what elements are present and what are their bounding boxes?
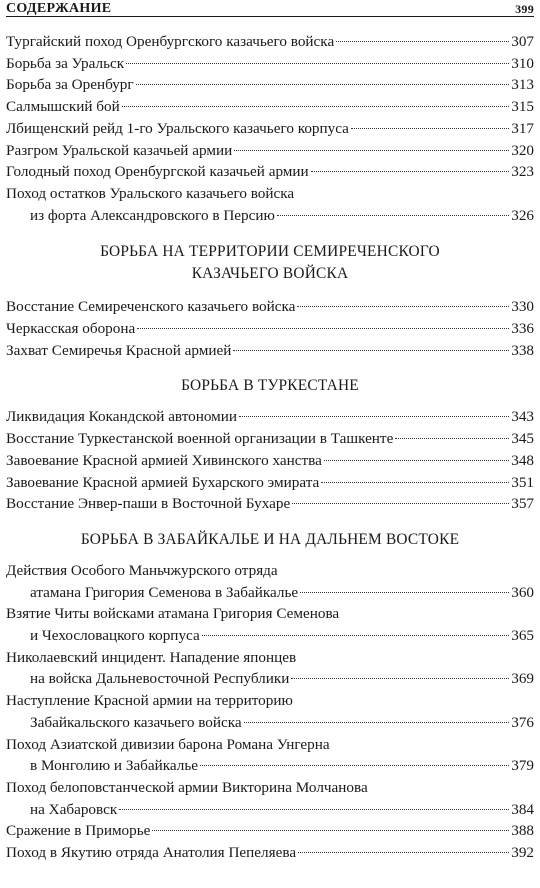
- dot-leader: [321, 482, 509, 483]
- toc-entry: [6, 428, 534, 450]
- dot-leader: [239, 416, 509, 417]
- toc-entry: [6, 734, 534, 777]
- toc-entry-page: 345: [511, 430, 534, 448]
- toc-entry-title-line: Наступление Красной армии на территорию: [6, 692, 293, 710]
- toc-entry-page: 317: [511, 119, 534, 137]
- dot-leader: [152, 830, 509, 831]
- toc-entry: [6, 183, 534, 226]
- toc-group-orenburg-ural: [6, 31, 534, 226]
- toc-entry-page: 388: [511, 822, 534, 840]
- toc-entry: [6, 820, 534, 842]
- toc-entry-title: Поход в Якутию отряда Анатолия Пепеляева: [6, 844, 297, 862]
- running-head: [6, 0, 534, 17]
- toc-entry-title: Борьба за Оренбург: [6, 76, 134, 94]
- toc-entry-page: 313: [511, 76, 534, 94]
- dot-leader: [200, 765, 509, 766]
- dot-leader: [137, 328, 509, 329]
- toc-entry-page: 384: [511, 800, 534, 818]
- dot-leader: [395, 438, 509, 439]
- toc-entry-page: 307: [511, 33, 534, 50]
- toc-entry-page: 315: [511, 98, 534, 116]
- dot-leader: [277, 215, 509, 216]
- dot-leader: [336, 41, 509, 42]
- toc-entry-title: Салмышский бой: [6, 98, 120, 116]
- toc-entry: [6, 406, 534, 428]
- dot-leader: [233, 350, 509, 351]
- toc-entry-title: Забайкальского казачьего войска: [30, 713, 242, 731]
- toc-entry-title: на Хабаровск: [30, 800, 118, 818]
- dot-leader: [297, 306, 509, 307]
- toc-entry-title: Черкасская оборона: [6, 320, 136, 338]
- toc-entry-row: [6, 96, 534, 118]
- toc-entry: [6, 53, 534, 75]
- dot-leader: [351, 128, 509, 129]
- table-of-contents: [6, 31, 534, 864]
- toc-entry-row: [6, 472, 534, 494]
- toc-entry-title: Захват Семиречья Красной армией: [6, 341, 232, 359]
- toc-entry-row: [6, 755, 534, 777]
- toc-group-far-east: [6, 560, 534, 864]
- toc-entry-row: [6, 625, 534, 647]
- toc-entry-row: [6, 53, 534, 75]
- toc-entry-page: 343: [511, 408, 534, 426]
- toc-entry: [6, 690, 534, 733]
- toc-entry-title: и Чехословацкого корпуса: [30, 627, 200, 645]
- toc-entry-title: Ликвидация Кокандской автономии: [6, 408, 238, 426]
- toc-entry-page: 310: [511, 54, 534, 72]
- toc-group-turkestan: [6, 406, 534, 515]
- toc-entry-title: Лбищенский рейд 1-го Уральского казачьего корпуса: [6, 119, 349, 137]
- toc-entry-page: 351: [511, 473, 534, 491]
- toc-entry-row: [6, 428, 534, 450]
- toc-entry-title: атамана Григория Семенова в Забайкалье: [30, 583, 299, 601]
- toc-entry-title: в Монголию и Забайкалье: [30, 757, 199, 775]
- toc-entry-row: [6, 820, 534, 842]
- toc-entry-title: Борьба за Уральск: [6, 54, 125, 72]
- toc-entry-page: 369: [511, 670, 534, 688]
- toc-entry-row: [6, 161, 534, 183]
- toc-entry: [6, 450, 534, 472]
- toc-entry-title: Завоевание Красной армией Бухарского эмирата: [6, 473, 320, 491]
- toc-entry: [6, 647, 534, 690]
- toc-entry-title-line: Взятие Читы войсками атамана Григория Семенова: [6, 605, 340, 623]
- toc-entry-title-line: Поход белоповстанческой армии Викторина Молчанова: [6, 778, 368, 796]
- toc-entry: [6, 493, 534, 515]
- section-heading-line: КАЗАЧЬЕГО ВОЙСКА: [191, 265, 349, 283]
- dot-leader: [324, 460, 509, 461]
- toc-entry: [6, 560, 534, 603]
- toc-entry-title: Голодный поход Оренбургской казачьей армии: [6, 163, 309, 181]
- toc-entry-title: Восстание Семиреченского казачьего войска: [6, 298, 296, 316]
- toc-entry-title: Тургайский поход Оренбургского казачьего войска: [6, 33, 335, 50]
- toc-entry-row: [6, 118, 534, 140]
- toc-entry-page: 320: [511, 141, 534, 159]
- toc-entry-title: Завоевание Красной армией Хивинского ханства: [6, 451, 322, 469]
- page-number: 399: [515, 2, 534, 16]
- section-heading-far-east: БОРЬБА В ЗАБАЙКАЛЬЕ И НА ДАЛЬНЕМ ВОСТОКЕ: [80, 530, 460, 548]
- toc-entry-page: 365: [511, 627, 534, 645]
- toc-entry: [6, 31, 534, 53]
- toc-entry-page: 323: [511, 163, 534, 181]
- toc-entry-page: 326: [511, 206, 534, 224]
- toc-entry-title-line: Николаевский инцидент. Нападение японцев: [6, 648, 297, 666]
- toc-entry-row: [6, 74, 534, 96]
- toc-entry-title-line: Поход Азиатской дивизии барона Романа Унгерна: [6, 735, 330, 753]
- section-heading-line: БОРЬБА НА ТЕРРИТОРИИ СЕМИРЕЧЕНСКОГО: [100, 243, 440, 261]
- toc-entry-title: Восстание Туркестанской военной организации в Ташкенте: [6, 430, 394, 448]
- toc-entry-title: на войска Дальневосточной Республики: [30, 670, 290, 688]
- toc-entry-title-line: Поход остатков Уральского казачьего войска: [6, 184, 295, 202]
- dot-leader: [119, 809, 509, 810]
- toc-entry: [6, 603, 534, 646]
- dot-leader: [202, 635, 510, 636]
- toc-entry: [6, 161, 534, 183]
- toc-entry-row: [6, 406, 534, 428]
- section-heading-semirechye: [6, 241, 534, 285]
- toc-entry: [6, 140, 534, 162]
- toc-entry-row: [6, 493, 534, 515]
- dot-leader: [300, 592, 509, 593]
- toc-entry-page: 348: [511, 451, 534, 469]
- toc-entry-row: [6, 296, 534, 318]
- toc-entry-row: [6, 318, 534, 340]
- toc-entry-title: Разгром Уральской казачьей армии: [6, 141, 233, 159]
- dot-leader: [244, 722, 510, 723]
- toc-entry-row: [6, 582, 534, 604]
- toc-entry-row: [6, 340, 534, 362]
- section-heading-turkestan: БОРЬБА В ТУРКЕСТАНЕ: [181, 377, 359, 395]
- toc-entry: [6, 296, 534, 318]
- toc-entry-page: 379: [511, 757, 534, 775]
- toc-entry-row: [6, 31, 534, 53]
- toc-entry-title: Восстание Энвер-паши в Восточной Бухаре: [6, 495, 291, 513]
- dot-leader: [136, 84, 510, 85]
- toc-entry: [6, 842, 534, 864]
- toc-entry-row: [6, 450, 534, 472]
- toc-entry-row: [6, 668, 534, 690]
- toc-entry: [6, 118, 534, 140]
- toc-entry: [6, 472, 534, 494]
- toc-entry-page: 392: [511, 844, 534, 862]
- toc-entry: [6, 318, 534, 340]
- toc-group-semirechye: [6, 296, 534, 361]
- toc-entry-page: 357: [511, 495, 534, 513]
- dot-leader: [298, 852, 509, 853]
- toc-entry-page: 338: [511, 341, 534, 359]
- toc-entry: [6, 96, 534, 118]
- toc-entry-title-line: Действия Особого Маньчжурского отряда: [6, 561, 278, 579]
- toc-entry-row: [6, 712, 534, 734]
- dot-leader: [311, 171, 510, 172]
- toc-entry-row: [6, 205, 534, 227]
- dot-leader: [126, 63, 509, 64]
- toc-entry-page: 376: [511, 713, 534, 731]
- dot-leader: [234, 150, 509, 151]
- dot-leader: [292, 503, 509, 504]
- toc-entry-row: [6, 140, 534, 162]
- dot-leader: [291, 678, 509, 679]
- running-head-title: СОДЕРЖАНИЕ: [6, 1, 112, 16]
- toc-entry-title: Сражение в Приморье: [6, 822, 151, 840]
- toc-entry-page: 330: [511, 298, 534, 316]
- toc-entry-title: из форта Александровского в Персию: [30, 206, 275, 224]
- toc-entry-row: [6, 799, 534, 821]
- toc-entry-page: 336: [511, 320, 534, 338]
- toc-entry-row: [6, 842, 534, 864]
- toc-entry: [6, 340, 534, 362]
- dot-leader: [122, 106, 510, 107]
- toc-entry: [6, 777, 534, 820]
- toc-entry: [6, 74, 534, 96]
- toc-entry-page: 360: [511, 583, 534, 601]
